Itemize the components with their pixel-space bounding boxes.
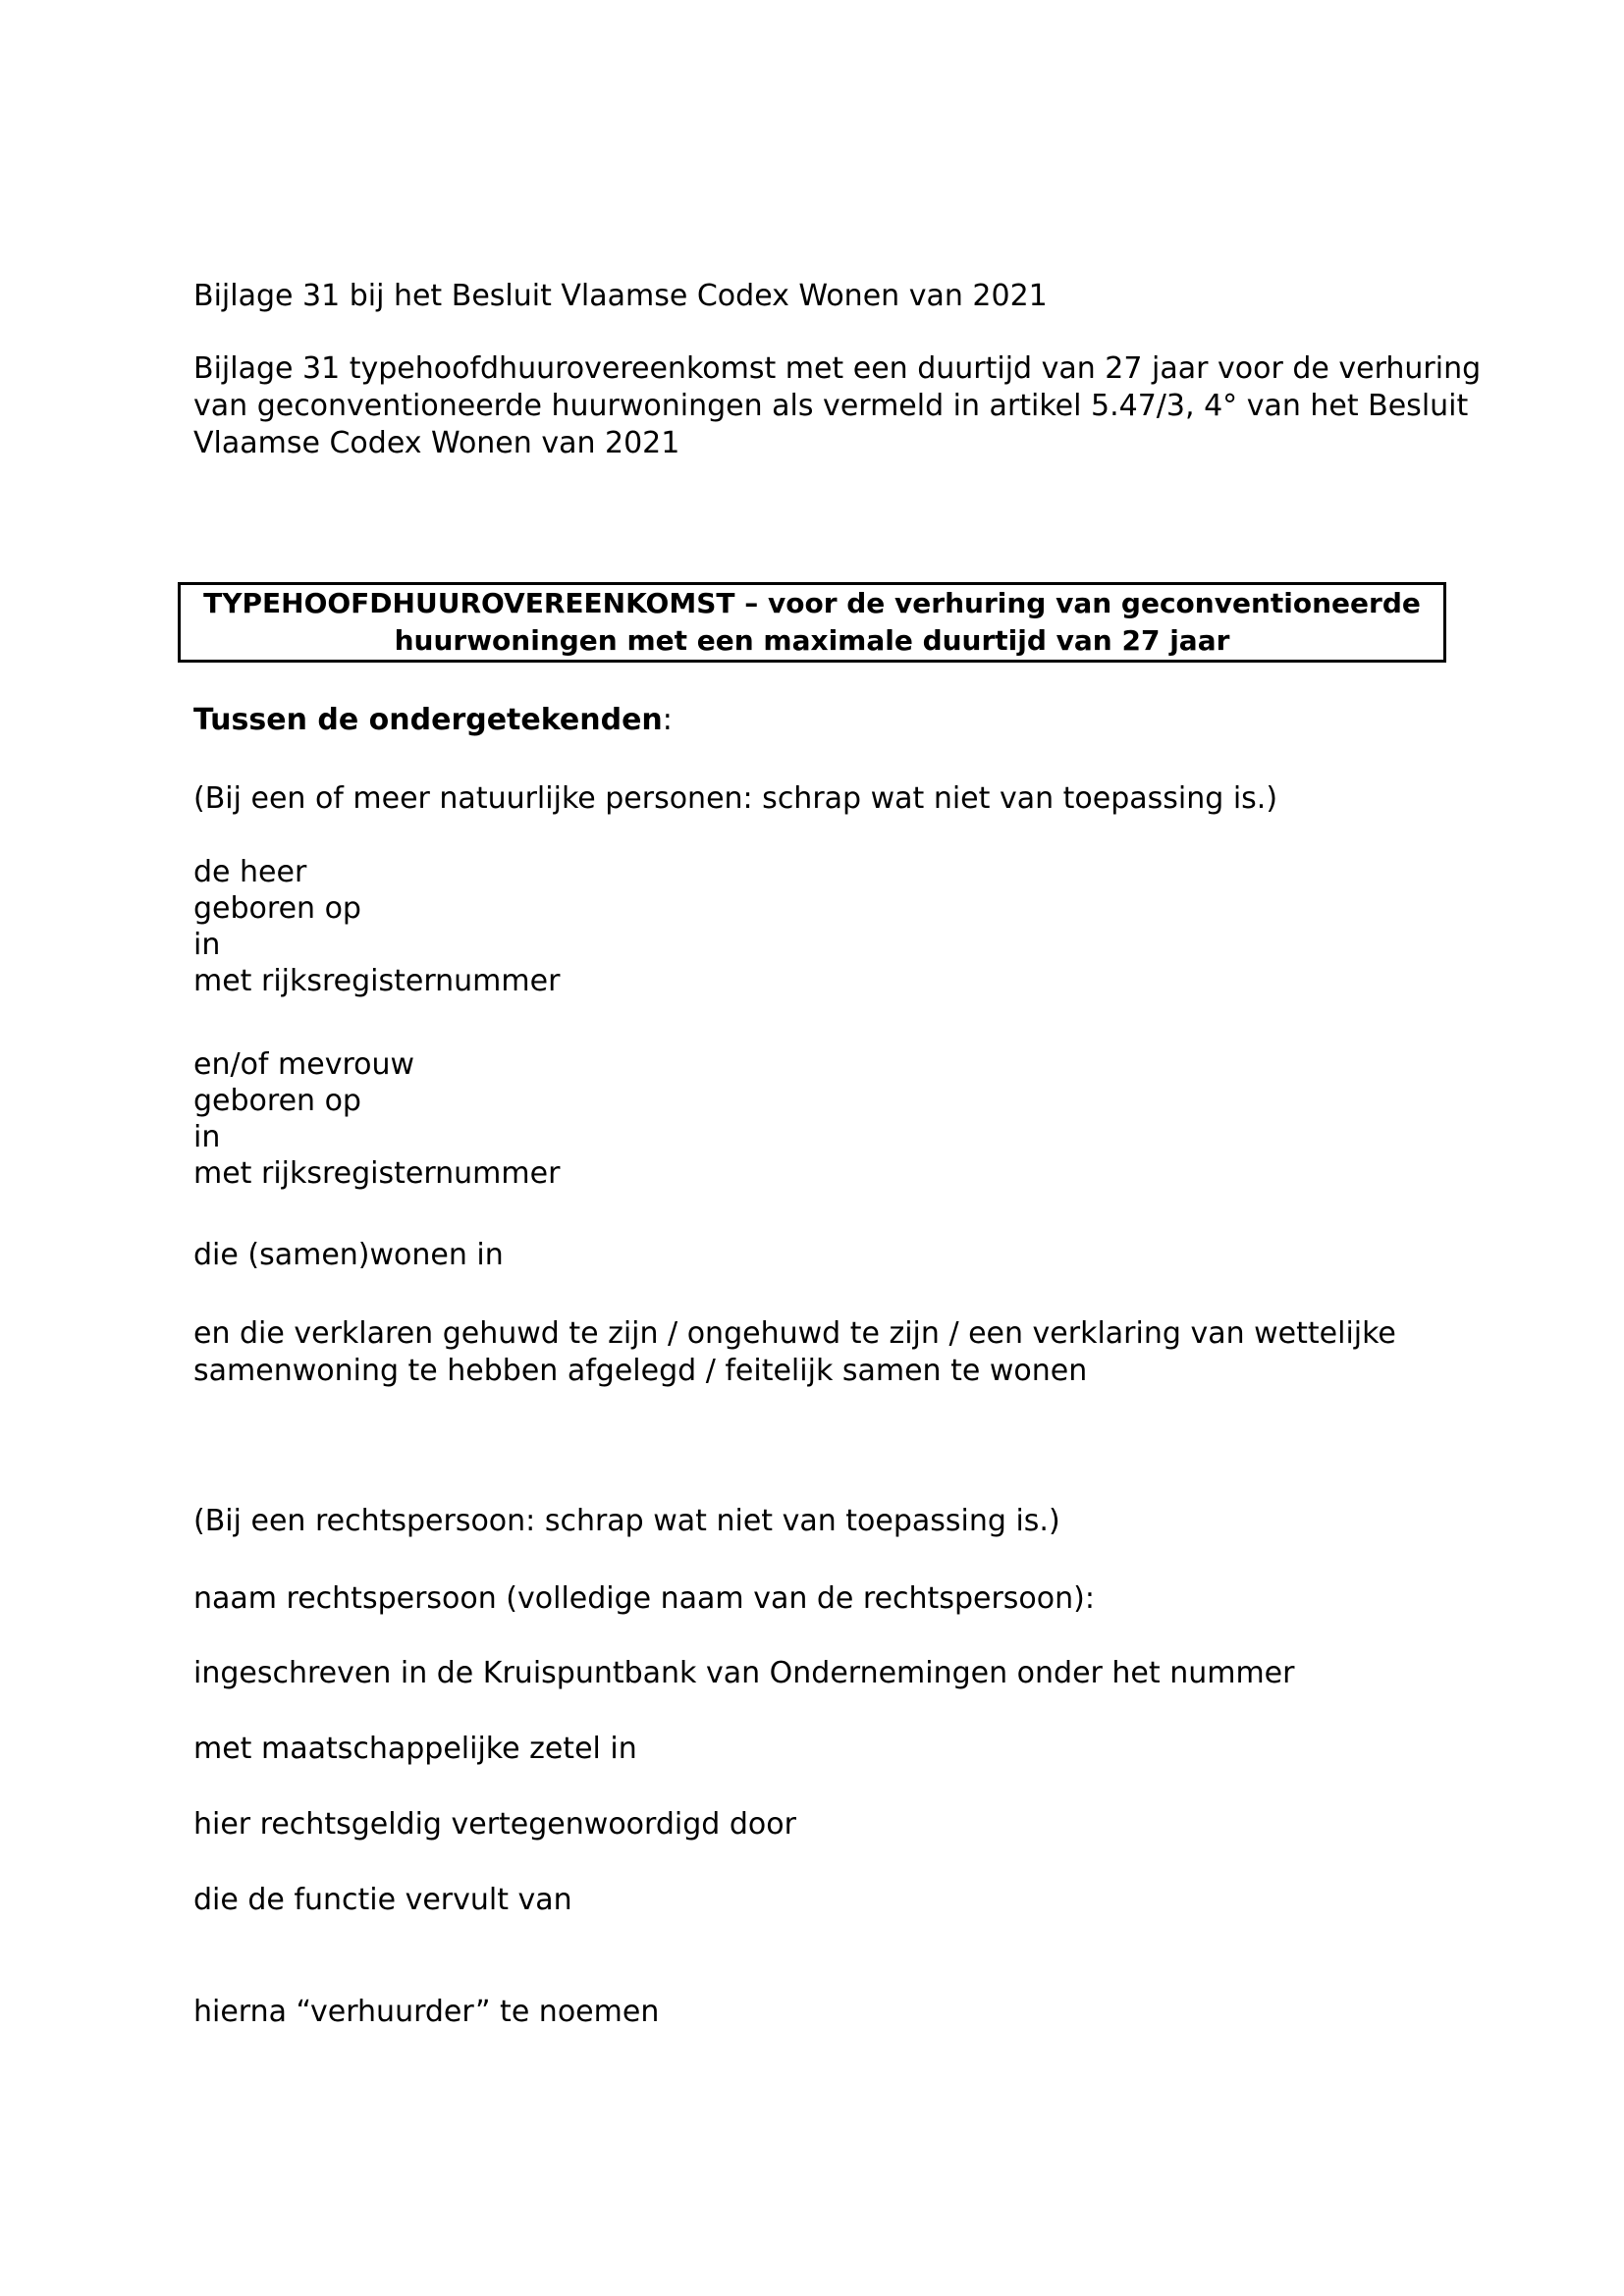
marital-status-line: en die verklaren gehuwd te zijn / ongehuwd te zijn / een verklaring van wettelijke (193, 1316, 1396, 1351)
intro-paragraph-line: Vlaamse Codex Wonen van 2021 (193, 426, 680, 460)
contract-title-box (178, 582, 1446, 663)
marital-status-block (193, 1315, 1396, 1390)
person1-block (193, 854, 560, 999)
person1-line: in (193, 928, 221, 962)
person2-line: en/of mevrouw (193, 1047, 415, 1082)
intro-line: Bijlage 31 bij het Besluit Vlaamse Codex Wonen van 2021 (193, 279, 1048, 313)
person2-line: in (193, 1120, 221, 1154)
legal-entity-name-line: naam rechtspersoon (volledige naam van de rechtspersoon): (193, 1581, 1095, 1616)
function-line: die de functie vervult van (193, 1883, 572, 1917)
intro-paragraph-line: van geconventioneerde huurwoningen als vermeld in artikel 5.47/3, 4° van het Besluit (193, 389, 1469, 423)
representative-line: hier rechtsgeldig vertegenwoordigd door (193, 1807, 796, 1842)
natural-persons-note: (Bij een of meer natuurlijke personen: schrap wat niet van toepassing is.) (193, 781, 1278, 816)
intro-paragraph (193, 350, 1481, 462)
contract-title-line: TYPEHOOFDHUUROVEREENKOMST – voor de verhuring van geconventioneerde (203, 587, 1421, 619)
parties-heading-colon: : (662, 703, 673, 737)
intro-paragraph-line: Bijlage 31 typehoofdhuurovereenkomst met een duurtijd van 27 jaar voor de verhuring (193, 351, 1482, 386)
person2-line: met rijksregisternummer (193, 1156, 561, 1191)
parties-heading-text: Tussen de ondergetekenden (193, 703, 663, 737)
person1-line: de heer (193, 855, 307, 889)
person2-line: geboren op (193, 1084, 361, 1118)
person1-line: met rijksregisternummer (193, 964, 561, 998)
residence-line: die (samen)wonen in (193, 1238, 504, 1272)
contract-title-line: huurwoningen met een maximale duurtijd van 27 jaar (394, 624, 1230, 657)
marital-status-line: samenwoning te hebben afgelegd / feitelijk samen te wonen (193, 1354, 1088, 1388)
registered-seat-line: met maatschappelijke zetel in (193, 1732, 637, 1766)
lessor-designation-line: hierna “verhuurder” te noemen (193, 1995, 660, 2029)
person2-block (193, 1046, 560, 1192)
parties-heading (193, 702, 673, 739)
legal-entity-note: (Bij een rechtspersoon: schrap wat niet van toepassing is.) (193, 1504, 1060, 1538)
person1-line: geboren op (193, 891, 361, 926)
kbo-registration-line: ingeschreven in de Kruispuntbank van Ondernemingen onder het nummer (193, 1656, 1295, 1690)
